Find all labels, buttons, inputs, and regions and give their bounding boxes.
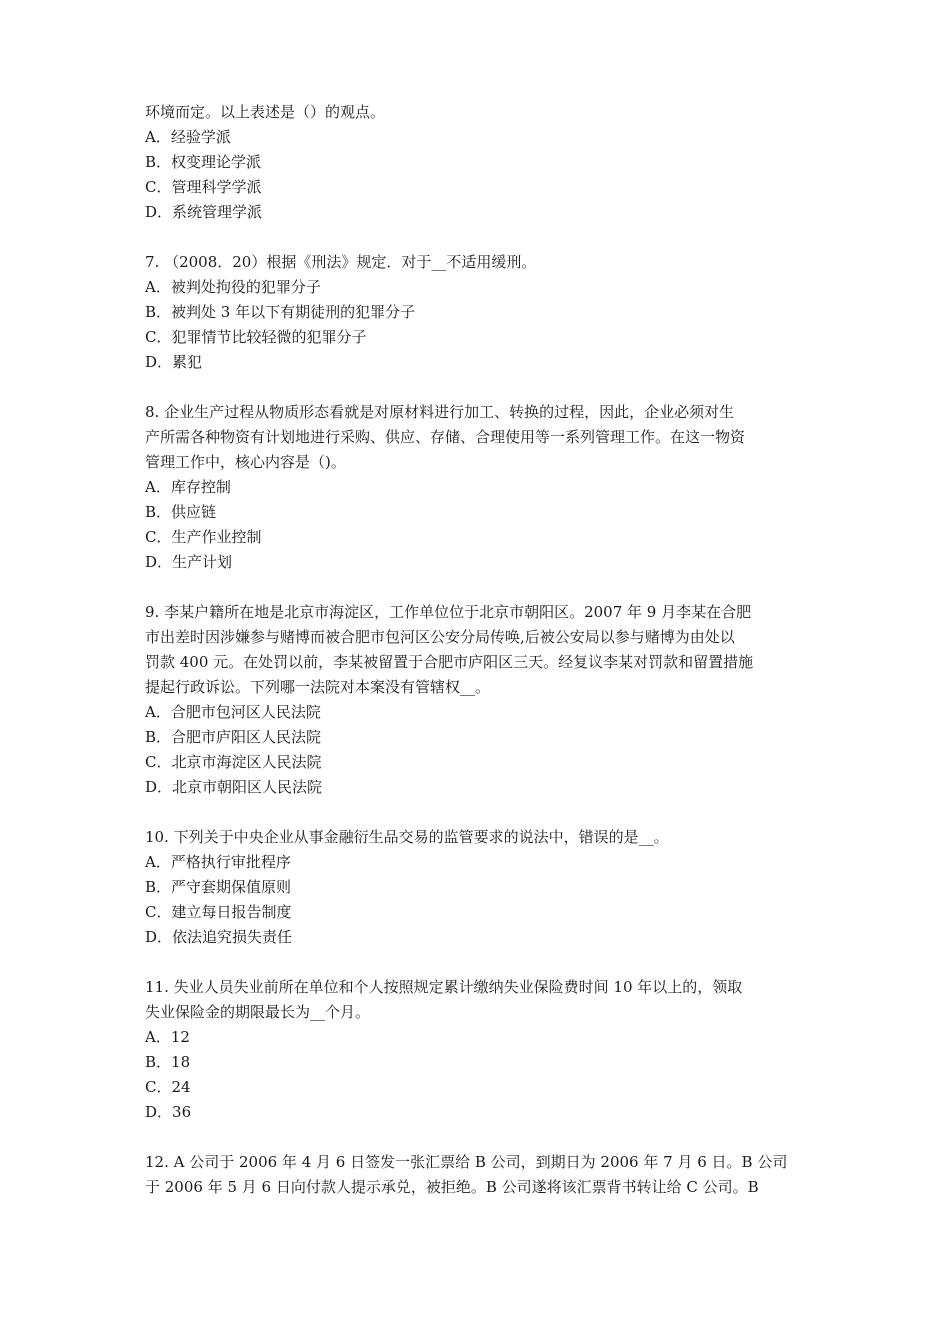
option-a: A．被判处拘役的犯罪分子 bbox=[145, 278, 321, 296]
question-stem-line: 管理工作中，核心内容是（)。 bbox=[145, 453, 346, 471]
option-c: C．建立每日报告制度 bbox=[145, 903, 292, 921]
spacer bbox=[145, 575, 810, 600]
option-c: C．北京市海淀区人民法院 bbox=[145, 753, 322, 771]
question-stem-line: 9. 李某户籍所在地是北京市海淀区，工作单位位于北京市朝阳区。2007 年 9 月李某在合肥 bbox=[145, 603, 752, 621]
question-stem-line: 提起行政诉讼。下列哪一法院对本案没有管辖权__。 bbox=[145, 678, 491, 696]
question-6-tail bbox=[145, 100, 810, 225]
spacer bbox=[145, 225, 810, 250]
option-d: D．生产计划 bbox=[145, 553, 233, 571]
option-d: D．依法追究损失责任 bbox=[145, 928, 293, 946]
option-b: B．合肥市庐阳区人民法院 bbox=[145, 728, 322, 746]
option-d: D．36 bbox=[145, 1103, 192, 1121]
question-stem-line: 市出差时因涉嫌参与赌博而被合肥市包河区公安分局传唤,后被公安局以参与赌博为由处以 bbox=[145, 628, 735, 646]
question-stem-line: 8. 企业生产过程从物质形态看就是对原材料进行加工、转换的过程，因此，企业必须对生 bbox=[145, 403, 735, 421]
option-a: A．合肥市包河区人民法院 bbox=[145, 703, 321, 721]
option-d: D．系统管理学派 bbox=[145, 203, 263, 221]
option-c: C．管理科学学派 bbox=[145, 178, 262, 196]
spacer bbox=[145, 800, 810, 825]
question-stem-line: 7. （2008．20）根据《刑法》规定．对于__不适用缓刑。 bbox=[145, 253, 537, 271]
option-b: B．供应链 bbox=[145, 503, 217, 521]
question-stem-line: 于 2006 年 5 月 6 日向付款人提示承兑，被拒绝。B 公司遂将该汇票背书转让给 C 公司。B bbox=[145, 1178, 759, 1196]
option-c: C．犯罪情节比较轻微的犯罪分子 bbox=[145, 328, 367, 346]
question-stem-line: 12. A 公司于 2006 年 4 月 6 日签发一张汇票给 B 公司，到期日为 2006 年 7 月 6 日。B 公司 bbox=[145, 1153, 788, 1171]
option-b: B．被判处 3 年以下有期徒刑的犯罪分子 bbox=[145, 303, 416, 321]
question-9 bbox=[145, 600, 810, 800]
option-b: B．严守套期保值原则 bbox=[145, 878, 292, 896]
question-10 bbox=[145, 825, 810, 950]
question-8 bbox=[145, 400, 810, 575]
option-a: A．12 bbox=[145, 1028, 190, 1046]
question-stem-line: 罚款 400 元。在处罚以前，李某被留置于合肥市庐阳区三天。经复议李某对罚款和留置措施 bbox=[145, 653, 754, 671]
option-b: B．18 bbox=[145, 1053, 191, 1071]
question-stem-line: 10. 下列关于中央企业从事金融衍生品交易的监管要求的说法中，错误的是__。 bbox=[145, 828, 669, 846]
question-11 bbox=[145, 975, 810, 1125]
option-d: D．累犯 bbox=[145, 353, 203, 371]
question-12-head bbox=[145, 1150, 810, 1200]
option-b: B．权变理论学派 bbox=[145, 153, 262, 171]
option-c: C．24 bbox=[145, 1078, 191, 1096]
spacer bbox=[145, 1125, 810, 1150]
option-d: D．北京市朝阳区人民法院 bbox=[145, 778, 323, 796]
question-stem-line: 11. 失业人员失业前所在单位和个人按照规定累计缴纳失业保险费时间 10 年以上的，领取 bbox=[145, 978, 743, 996]
question-7 bbox=[145, 250, 810, 375]
question-stem-line: 失业保险金的期限最长为__个月。 bbox=[145, 1003, 371, 1021]
option-a: A．严格执行审批程序 bbox=[145, 853, 291, 871]
spacer bbox=[145, 950, 810, 975]
question-stem-line: 产所需各种物资有计划地进行采购、供应、存储、合理使用等一系列管理工作。在这一物资 bbox=[145, 428, 746, 446]
option-a: A．库存控制 bbox=[145, 478, 231, 496]
spacer bbox=[145, 375, 810, 400]
option-c: C．生产作业控制 bbox=[145, 528, 262, 546]
question-stem-line: 环境而定。以上表述是（）的观点。 bbox=[145, 103, 386, 121]
option-a: A．经验学派 bbox=[145, 128, 231, 146]
